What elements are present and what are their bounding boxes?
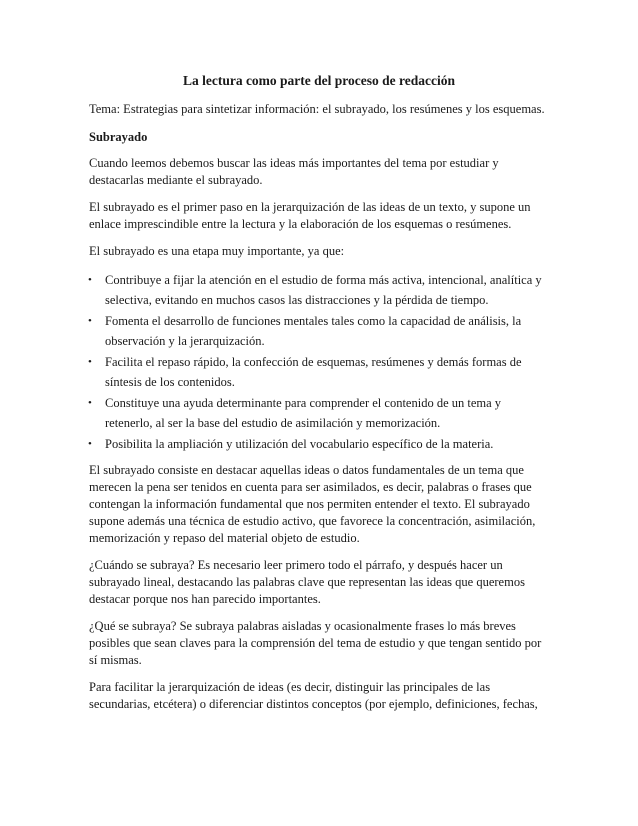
list-item-text: Constituye una ayuda determinante para comprender el contenido de un tema y retenerlo, al ser la base del estudio de asimilación y memorización. (105, 396, 502, 430)
bullet-dot-icon: • (88, 438, 92, 450)
bullet-dot-icon: • (88, 356, 92, 368)
paragraph: ¿Qué se subraya? Se subraya palabras aisladas y ocasionalmente frases lo más breves posibles que sean claves para la comprensión del tema de estudio y que tengan sentido por sí mismas. (89, 619, 542, 667)
document-title: La lectura como parte del proceso de redacción (182, 73, 456, 88)
list-item-text: Facilita el repaso rápido, la confección de esquemas, resúmenes y demás formas de síntesis de los contenidos. (105, 355, 522, 389)
paragraph: El subrayado consiste en destacar aquellas ideas o datos fundamentales de un tema que merecen la pena ser tenidos en cuenta para ser asimilados, es decir, palabras o frases que contengan la información fundamental que nos permiten entender el texto. El subrayado supone además una técnica de estudio activo, que favorece la concentración, asimilación, memorización y repaso del material objeto de estudio. (89, 463, 536, 545)
bullet-dot-icon: • (88, 274, 92, 286)
list-item (89, 434, 549, 454)
section-heading-subrayado: Subrayado (89, 130, 148, 144)
bullet-list (89, 270, 549, 454)
paragraph: Para facilitar la jerarquización de ideas (es decir, distinguir las principales de las secundarias, etcétera) o diferenciar distintos conceptos (por ejemplo, definiciones, fechas, (89, 680, 538, 711)
list-item (89, 270, 549, 310)
paragraph: Cuando leemos debemos buscar las ideas más importantes del tema por estudiar y destacarlas mediante el subrayado. (89, 156, 499, 187)
list-item-text: Posibilita la ampliación y utilización del vocabulario específico de la materia. (105, 437, 494, 451)
list-item (89, 352, 549, 392)
document-topic: Tema: Estrategias para sintetizar información: el subrayado, los resúmenes y los esquemas. (89, 102, 545, 116)
list-item (89, 311, 549, 351)
list-item-text: Fomenta el desarrollo de funciones mentales tales como la capacidad de análisis, la observación y la jerarquización. (105, 314, 522, 348)
bullet-dot-icon: • (88, 315, 92, 327)
paragraph: El subrayado es el primer paso en la jerarquización de las ideas de un texto, y supone un enlace imprescindible entre la lectura y la elaboración de los esquemas o resúmenes. (89, 200, 531, 231)
list-item (89, 393, 549, 433)
paragraph: El subrayado es una etapa muy importante, ya que: (89, 244, 345, 258)
list-item-text: Contribuye a fijar la atención en el estudio de forma más activa, intencional, analítica y selectiva, evitando en muchos casos las distracciones y la pérdida de tiempo. (105, 273, 542, 307)
bullet-dot-icon: • (88, 397, 92, 409)
document-page (89, 72, 549, 723)
paragraph: ¿Cuándo se subraya? Es necesario leer primero todo el párrafo, y después hacer un subrayado lineal, destacando las palabras clave que representan las ideas que queremos destacar porque nos han parecido importantes. (89, 558, 525, 606)
